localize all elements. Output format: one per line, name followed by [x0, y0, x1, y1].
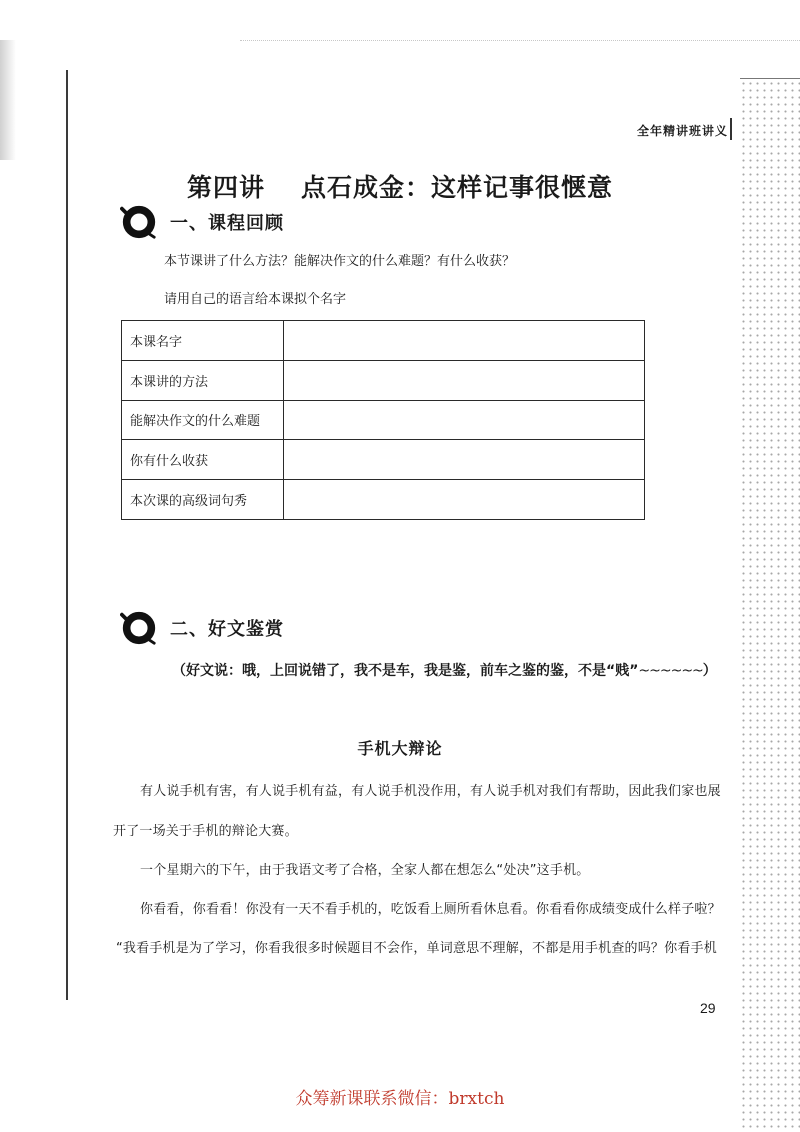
- essay-paragraph: 开了一场关于手机的辩论大赛。: [113, 824, 298, 839]
- row-label: 你有什么收获: [122, 440, 284, 480]
- table-row: [122, 400, 645, 440]
- row-answer-cell[interactable]: [284, 321, 645, 361]
- row-label: 本次课的高级词句秀: [122, 480, 284, 520]
- essay-paragraph: “我看手机是为了学习，你看我很多时候题目不会作，单词意思不理解，不都是用手机查的吗？你看手机: [116, 941, 717, 956]
- page-number: 29: [700, 1000, 716, 1016]
- row-answer-cell[interactable]: [284, 440, 645, 480]
- header-mark: [730, 118, 732, 140]
- section-title: 一、课程回顾: [170, 213, 284, 234]
- row-answer-cell[interactable]: [284, 480, 645, 520]
- watermark-text: 众筹新课联系微信：brxtch: [295, 1089, 505, 1109]
- section-title: 二、好文鉴赏: [170, 619, 284, 640]
- page-margin-line: [66, 70, 68, 1000]
- review-question: 本节课讲了什么方法？能解决作文的什么难题？有什么收获？: [164, 254, 516, 269]
- scan-edge-shadow: [0, 40, 16, 160]
- quote-close: ）: [702, 663, 717, 679]
- essay-paragraph: 你看看，你看看！你没有一天不看手机的，吃饭看上厕所看休息看。你看看你成绩变成什么样子啦？: [140, 902, 721, 917]
- row-answer-cell[interactable]: [284, 360, 645, 400]
- section-review-heading: [120, 203, 284, 241]
- lesson-title: [0, 168, 800, 204]
- running-header: 全年精讲班讲义: [636, 124, 728, 138]
- quote-text: （好文说：哦，上回说错了，我不是车，我是鉴，前车之鉴的鉴，不是“贱”: [172, 663, 639, 679]
- essay-paragraph: 有人说手机有害，有人说手机有益，有人说手机没作用，有人说手机对我们有帮助，因此我们家也展: [140, 784, 721, 799]
- row-label: 本课名字: [122, 321, 284, 361]
- top-right-rule: [740, 78, 800, 79]
- table-row: [122, 360, 645, 400]
- section-appreciation-heading: [120, 609, 284, 647]
- review-prompt: 请用自己的语言给本课拟个名字: [164, 292, 347, 307]
- quote-wave: ~~~~~~: [638, 663, 703, 679]
- row-answer-cell[interactable]: [284, 400, 645, 440]
- lesson-name: 点石成金：这样记事很惬意: [301, 173, 614, 202]
- essay-paragraph: 一个星期六的下午，由于我语文考了合格，全家人都在想怎么“处决”这手机。: [140, 863, 590, 878]
- lesson-number: 第四讲: [186, 173, 265, 202]
- table-row: [122, 321, 645, 361]
- essay-title: 手机大辩论: [357, 739, 443, 758]
- dotted-margin-pattern: [740, 80, 800, 1132]
- table-row: [122, 440, 645, 480]
- table-row: [122, 480, 645, 520]
- brush-circle-icon: [120, 203, 158, 241]
- top-dotted-rule: [240, 40, 800, 41]
- review-table: [121, 320, 645, 520]
- row-label: 能解决作文的什么难题: [122, 400, 284, 440]
- brush-circle-icon: [120, 609, 158, 647]
- essay-intro-quote: [172, 660, 717, 680]
- row-label: 本课讲的方法: [122, 360, 284, 400]
